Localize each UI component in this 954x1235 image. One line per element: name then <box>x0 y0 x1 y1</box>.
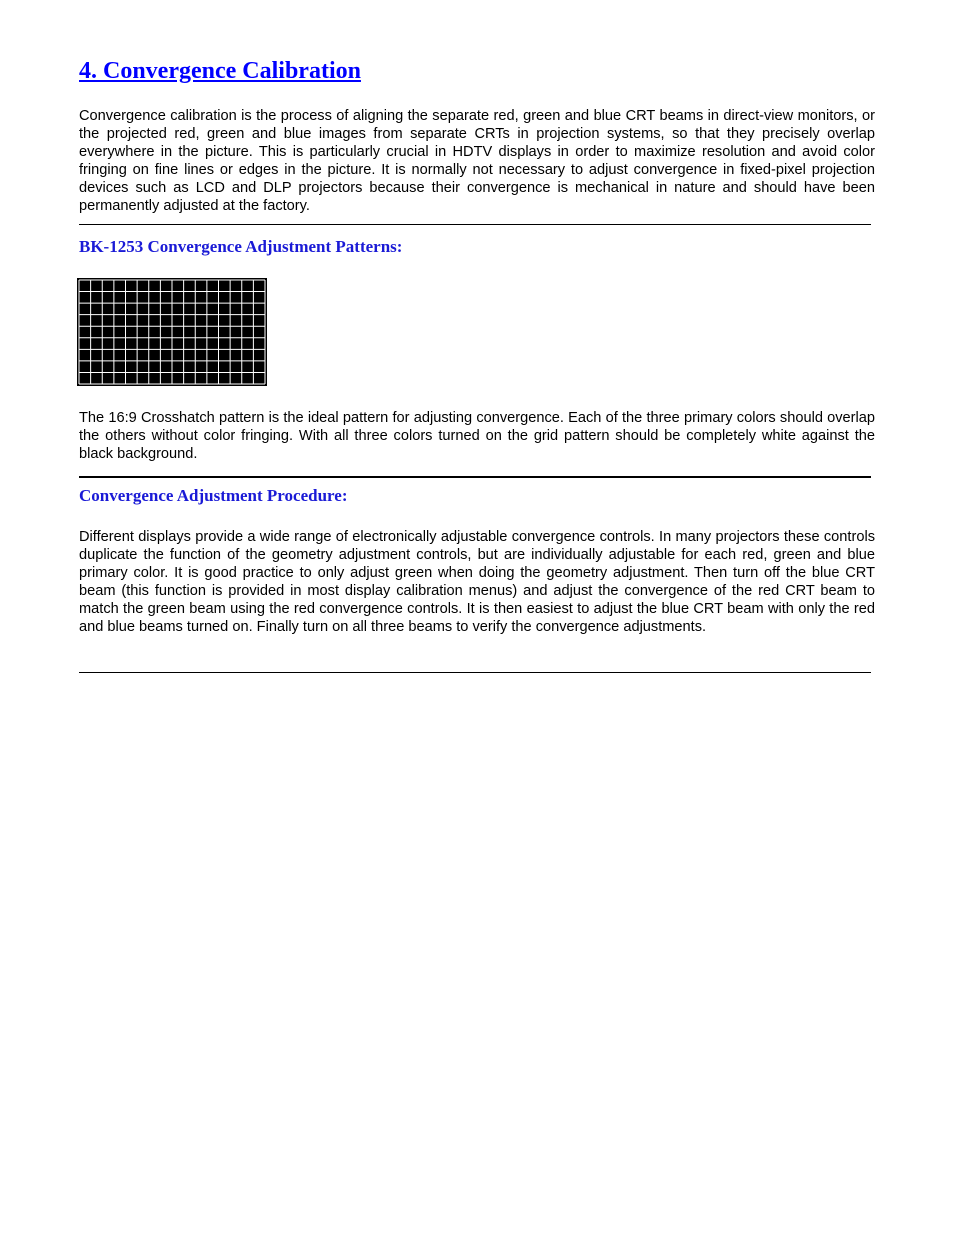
section-divider <box>79 224 871 225</box>
section-divider <box>79 672 871 673</box>
page-title: 4. Convergence Calibration <box>79 58 361 84</box>
patterns-heading: BK-1253 Convergence Adjustment Patterns: <box>79 237 403 256</box>
procedure-description: Different displays provide a wide range of electronically adjustable convergence controls. In many projectors these controls duplicate the function of the geometry adjustment controls, but are individually adjustable for each red, green and blue primary color. It is good practice to only adjust green when doing the geometry adjustment. Then turn off the blue CRT beam (this function is provided in most display calibration menus) and adjust the convergence of the red CRT beam to match the green beam using the red convergence controls. It is then easiest to adjust the blue CRT beam with only the red and blue beams turned on. Finally turn on all three beams to verify the convergence adjustments. <box>79 529 875 635</box>
patterns-description: The 16:9 Crosshatch pattern is the ideal pattern for adjusting convergence. Each of the three primary colors should overlap the others without color fringing. With all three colors turned on the grid pattern should be completely white against the black background. <box>79 410 875 462</box>
intro-paragraph: Convergence calibration is the process of aligning the separate red, green and blue CRT beams in direct-view monitors, or the projected red, green and blue images from separate CRTs in projection systems, so that they precisely overlap everywhere in the picture. This is particularly crucial in HDTV displays in order to maximize resolution and avoid color fringing on fine lines or edges in the picture. It is normally not necessary to adjust convergence in fixed-pixel projection devices such as LCD and DLP projectors because their convergence is mechanical in nature and should have been permanently adjusted at the factory. <box>79 108 875 214</box>
crosshatch-pattern-image <box>77 278 267 386</box>
section-divider <box>79 476 871 478</box>
procedure-heading: Convergence Adjustment Procedure: <box>79 486 348 505</box>
